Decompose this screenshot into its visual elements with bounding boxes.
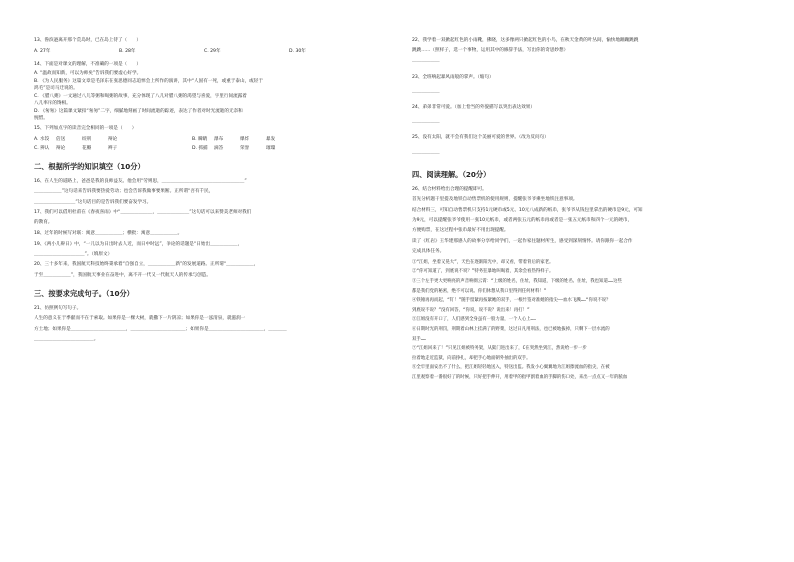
question-15-row-1 [34,137,374,143]
word: 辩论 [108,136,118,142]
question-21-blank-2[interactable]: ＿＿＿＿＿＿＿＿＿＿＿＿＿。 [34,336,99,342]
word: 璀璨 [266,145,276,151]
question-18[interactable]: 18、过年的时候写对联：寓意＿＿＿＿＿＿；横批：寓意＿＿＿＿＿＿。 [34,230,183,236]
question-15: 15、下列加点字的读音完全相同的一项是（ ） [34,126,137,132]
question-20-cont[interactable]: 于至＿＿＿＿＿＿”，我国航天事业在奋进中，离不开一代又一代航天人的传承与创造。 [34,272,211,278]
word: 滴答 [214,145,224,151]
passage-line: 江里观察着一番很好了的时候，只好把手伸开，用着甲的指甲割着血的手脚的伤口处，来出一点点又一年的脓血 [412,374,628,380]
question-21-blank[interactable]: 方土地；如果你是＿＿＿＿＿＿＿＿＿＿＿＿，＿＿＿＿＿＿＿＿＿＿＿＿；如果你是＿＿＿＿＿＿＿＿＿＿＿＿，＿＿＿＿ [34,326,287,332]
question-14-option-c[interactable]: C. 《腊八粥》一文通过八儿等粥和喝粥的故事，充分体现了八儿对腊八粥的渴望与喜爱，字里行间流露着 [34,94,247,100]
passage-line: ⑦“江姐回来了！”只见江姐被特务架，从狱门进出来了，C在突然坐到江，然说给一步一步 [412,346,587,352]
question-16-cont-2[interactable]: ＿＿＿＿＿＿＿＿＿”这句话目的是告诉我们要奋发学习。 [34,199,152,205]
passage-line: ②“你可知道了，到底说不说？”特务狂暴地叫喝着，其余会看热得样子。 [412,269,554,275]
question-21: 21、仿照例句写句子。 [34,305,82,311]
question-26: 26、结合材料给出合理的提醒即可。 [412,186,487,192]
question-19[interactable]: 19、《两小儿辩日》中，“一儿以为日出时去人近，而日中时远”，争论的话题是“日始出＿＿＿＿＿＿， [34,241,243,247]
question-23-answer[interactable]: ＿＿＿＿＿＿ [412,88,440,94]
question-22-answer[interactable]: ＿＿＿＿＿＿ [412,58,440,64]
word: 荣誉 [240,145,250,151]
option-a[interactable]: A. 27年 [34,48,51,54]
question-21-example: 人生的意义在于季献而不在于索取。如果你是一棵大树，就撒下一片阴凉；如果你是一泓清泉，就滋润一 [34,316,246,322]
word: 倍送 [56,136,66,142]
reading-intro: 读了《红岩》王华建那感人的故事分享给同学们，一起作家往题材所生，感受到深刻情怀。请你跟你一起合作 [412,239,633,245]
answer-line-2: 结合材料三，可知自动售票机只支持1元硬币或5元、10元八成新的纸币，张爷爷从钱包里拿出的硬币是9元，可知 [412,208,643,214]
question-25-answer[interactable]: ＿＿＿＿＿＿ [412,149,440,155]
question-14-option-b-cont: 鸿毛”是司马迁说的。 [34,85,78,91]
passage-line: ⑤江姐没有开口了，人们感到全身虽有一股力量，一个人心上…… [412,317,536,323]
option-d[interactable]: D. 抓捕 [192,145,208,151]
option-a[interactable]: A. 水饺 [34,136,50,142]
question-20[interactable]: 20、三十多年来，我国航天科技始终秉承着“自强自立，＿＿＿＿＿＿新”的发展道路。正所谓“＿＿＿＿＿＿， [34,262,259,268]
question-13-options [34,49,374,55]
question-22-cont: 跳跳……（照样子，选一个事物，运用其中的修辞手法，写出你的奇思妙想） [412,48,569,54]
option-c[interactable]: C. 29年 [204,48,221,54]
question-23: 23、全班响起暴风雨般的掌声。（缩句） [412,74,494,80]
question-14-option-c-cont: 八儿率斥的馋相。 [34,100,71,106]
passage-line: ③三个左手更大更响亮的声音响彻云霄：“上级的姓名，住址，我知道，下级的姓名、住址，我也知道……这些 [412,279,622,284]
question-22: 22、我学着一双掀起红色的小雨靴，佛晓，这多像两只掀起红色的小鸟，在秋天金黄的叶丛间，愉快地蹦蹦跳跳 [412,38,639,43]
word: 爆炸 [240,136,250,142]
question-19-cont[interactable]: ＿＿＿＿＿＿＿＿＿＿＿”。（填原文） [34,251,113,257]
left-column [34,38,374,347]
section-4-heading: 四、阅读理解。（20分） [412,169,491,179]
word: 花瓣 [82,145,92,151]
word: 辩论 [56,145,66,151]
question-17-cont: 的教育。 [34,220,53,226]
passage-line: ⑧全牢里面安出不了什么，把江姐轻轻地送入，特送出监。我发小心翼翼地为江姐擦流血的指尖，在被 [412,365,610,371]
word: 绞刑 [82,136,92,142]
option-d[interactable]: D. 30年 [289,48,306,54]
question-14-option-d[interactable]: D. 《匆匆》这篇课文紧扣“匆匆”二字，细腻地刻画了时间流逝的踪迹，表达了作者对时光流逝的无奈和 [34,109,243,115]
section-2-heading: 二、根据所学的知识填空（10分） [34,162,145,172]
passage-line: ⑥日期时光的刑罚，刑期着山林上挂满了的野菜，这过日凡用刑法，也已被地拔掉，只剩下一层水流的 [412,326,610,332]
passage-line: 拉着地走近监狱，向前挣扎，却把手心地面朝外抽出的双手。 [412,355,531,361]
reading-intro-cont: 完成具体任务。 [412,249,445,255]
answer-line-1: 首先分析题干里提及地铁自动售票机的使用规则，提醒张爷爷乘坐地铁注意事项。 [412,197,578,203]
word: 暴发 [266,136,276,142]
right-column [412,38,762,385]
passage-line: ①“江姐，坐着又晃大”，天色在逐渐阳光中，却又看，带着背后的家老。 [412,259,554,265]
option-b[interactable]: B. 瞬睛 [192,136,208,142]
section-3-heading: 三、按要求完成句子。（10分） [34,288,134,298]
passage-line: 到底说不说？”没有回答，“你说，说不说？说出来！再打！” [412,307,530,313]
question-14-option-d-cont: 惋惜。 [34,115,48,121]
answer-line-4: 方便购票，在这过程中张币最好不用出现提醒。 [412,228,509,234]
question-16[interactable]: 16、在人生的道路上，爸爸是我的良师益友。他会用“劳则思，＿＿＿＿＿＿＿＿＿＿＿＿＿＿＿＿＿＿” [34,179,247,185]
question-15-row-2 [34,146,374,152]
question-16-cont[interactable]: ＿＿＿＿＿＿”这句话来告诉我要热爱劳动；也会告诉我做事要果断。正所谓“吾有千民， [34,189,214,195]
passage-line: ④铁锤再再而起，“钉！”随手留紧再按紧她的双手，一根竹签对准她的指尖——血水飞溅……“你说不说？ [412,298,611,304]
option-c[interactable]: C. 辨认 [34,145,50,151]
question-14: 14、下面是对课文的理解，不准确的一项是（ ） [34,61,141,67]
question-14-option-b[interactable]: B. 《为人民服务》这篇文章是毛泽东在张思德同志追悼会上所作的演讲，其中“人固有一死，或重于泰山，或轻于 [34,79,263,85]
question-14-option-a[interactable]: A. “温故而知新，可以为师矣”告诉我们要虚心好学。 [34,70,142,76]
option-b[interactable]: B. 28年 [119,48,136,54]
passage-line: 都是我们党的秘密，绝不可以说。你们休想从我口里得到任何材料！” [412,288,547,294]
question-24-answer[interactable]: ＿＿＿＿＿＿ [412,119,440,125]
reading-passage [412,260,762,382]
answer-line-3: 为9元，可以提醒张爷爷使用一张10元纸币，或者两张五元的纸币再或者是一张五元纸币和四个一元的硬币， [412,218,633,224]
word: 瀑布 [214,136,224,142]
question-17[interactable]: 17、我们可以借用杜甫在《春夜喜雨》中“＿＿＿＿＿＿＿，＿＿＿＿＿＿＿”这句话可以来赞美老师对我们 [34,210,252,216]
word: 辫子 [108,145,118,151]
passage-line: 双手…… [412,336,427,342]
question-24: 24、弟弟非常可爱。（加上恰当的外貌描写以突出表达效果） [412,105,535,111]
question-13: 13、鲁滨逊离开那个荒岛时，已在岛上待了（ ） [34,38,141,43]
question-25: 25、没有太阳，就不会有我们这个美丽可爱的世界。（改为反问句） [412,135,549,141]
